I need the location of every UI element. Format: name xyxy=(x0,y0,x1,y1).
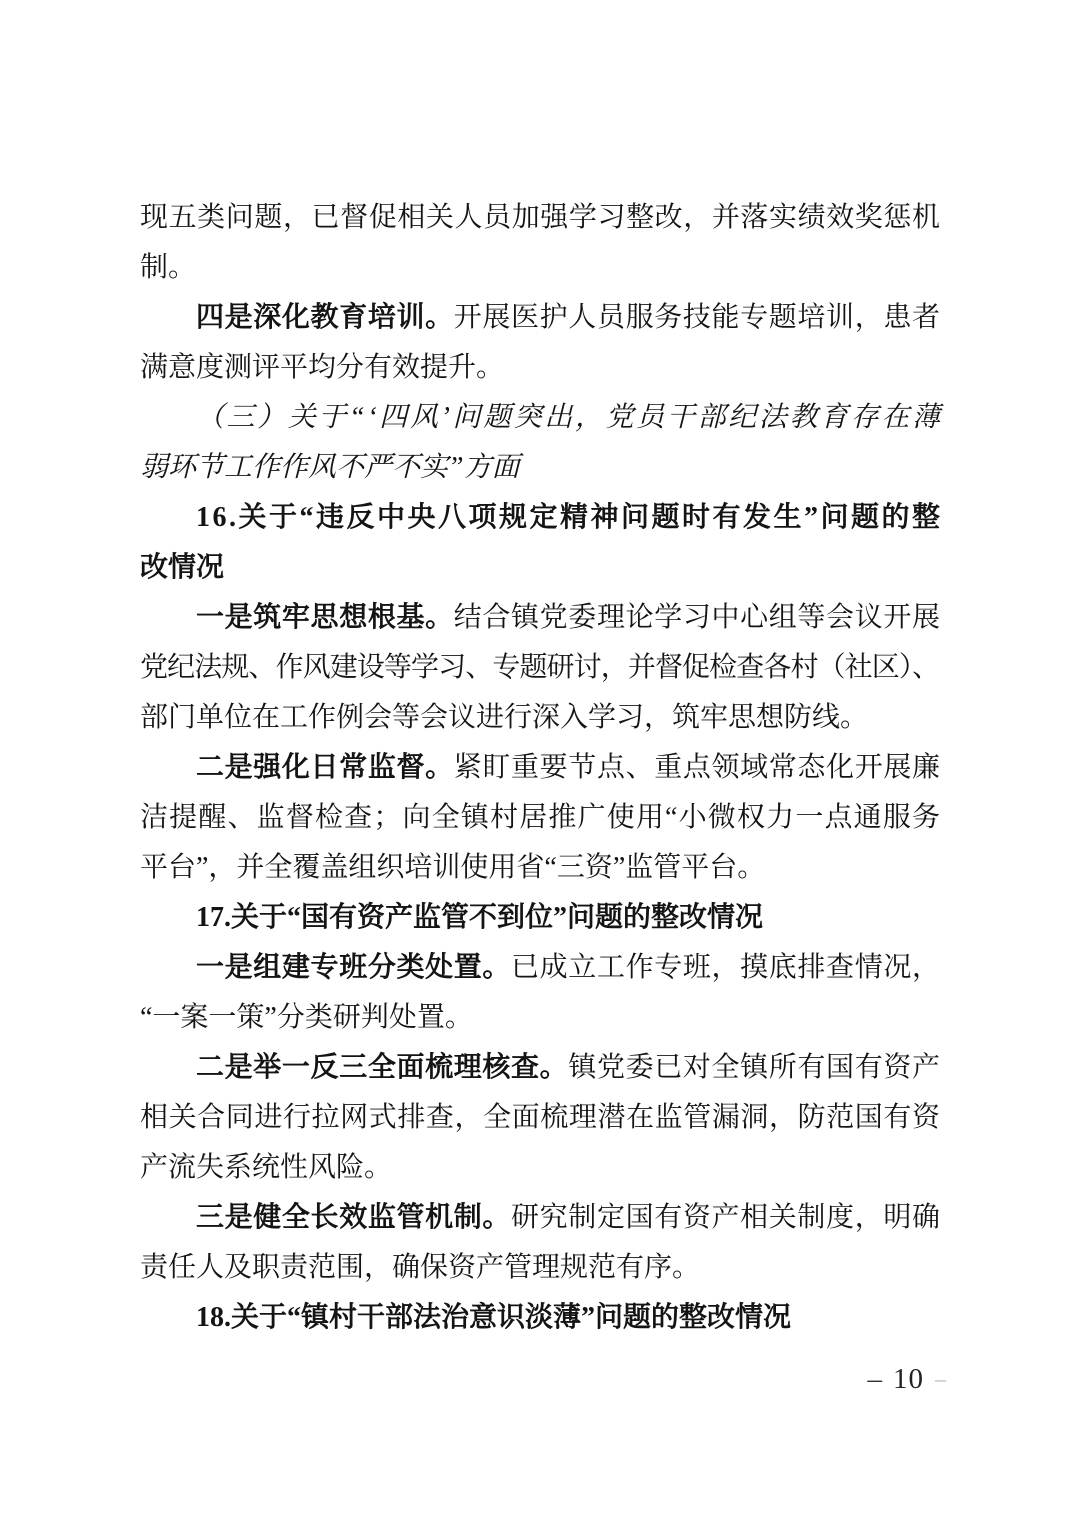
text-run: 弱环节工作作风不严不实”方面 xyxy=(140,452,520,483)
line-text xyxy=(140,202,941,233)
text-run: 一是组建专班分类处置。 xyxy=(196,952,512,983)
line-text xyxy=(140,702,868,733)
line-text xyxy=(140,652,939,683)
line-text xyxy=(140,852,765,883)
text-run: 研究制定国有资产相关制度，明确 xyxy=(511,1202,941,1233)
text-run: 部门单位在工作例会等会议进行深入学习，筑牢思想防线。 xyxy=(140,702,869,733)
text-run: 洁提醒、监督检查；向全镇村居推广使用“小微权力一点通服务 xyxy=(140,802,942,833)
document-line xyxy=(140,193,940,243)
line-text xyxy=(140,1252,700,1283)
document-line xyxy=(140,1143,940,1193)
document-body xyxy=(140,193,943,1343)
document-line xyxy=(140,693,940,743)
text-run: 四是深化教育培训。 xyxy=(196,302,454,333)
page-number-value: 10 xyxy=(893,1363,924,1395)
text-run: 一是筑牢思想根基。 xyxy=(196,602,454,633)
text-run: 紧盯重要节点、重点领域常态化开展廉 xyxy=(453,752,941,783)
document-line xyxy=(140,943,940,993)
text-run: 18.关于“镇村干部法治意识淡薄”问题的整改情况 xyxy=(196,1302,792,1333)
text-run: 17.关于“国有资产监管不到位”问题的整改情况 xyxy=(196,902,764,933)
document-line xyxy=(140,243,940,293)
text-run: 16.关于“违反中央八项规定精神问题时有发生”问题的整 xyxy=(196,502,943,533)
text-run: 已成立工作专班，摸底排查情况， xyxy=(511,952,941,983)
text-run: 现五类问题，已督促相关人员加强学习整改，并落实绩效奖惩机 xyxy=(140,202,941,233)
line-text xyxy=(196,502,943,533)
line-text xyxy=(140,1002,473,1033)
text-run: 平台”，并全覆盖组织培训使用省“三资”监管平台。 xyxy=(140,852,766,883)
text-run: 二是强化日常监督。 xyxy=(196,752,454,783)
line-text xyxy=(140,1152,392,1183)
line-text xyxy=(140,352,504,383)
line-text xyxy=(196,1202,941,1233)
document-line xyxy=(140,1243,940,1293)
line-text xyxy=(196,1052,941,1083)
text-run: 产流失系统性风险。 xyxy=(140,1152,393,1183)
text-run: （三）关于“‘四风’问题突出，党员干部纪法教育存在薄 xyxy=(196,402,943,433)
text-run: 镇党委已对全镇所有国有资产 xyxy=(568,1052,941,1083)
text-run: 相关合同进行拉网式排查，全面梳理潜在监管漏洞，防范国有资 xyxy=(140,1102,941,1133)
line-text xyxy=(140,252,196,283)
text-run: “一案一策”分类研判处置。 xyxy=(140,1002,473,1033)
line-text xyxy=(196,1302,791,1333)
document-line xyxy=(140,593,940,643)
text-run: 改情况 xyxy=(140,552,225,583)
line-text xyxy=(140,452,520,483)
document-line xyxy=(140,343,940,393)
document-line xyxy=(140,993,940,1043)
document-line xyxy=(140,393,943,443)
document-line xyxy=(140,443,940,493)
text-run: 结合镇党委理论学习中心组等会议开展 xyxy=(453,602,941,633)
line-text xyxy=(196,952,941,983)
line-text xyxy=(196,402,943,433)
document-line xyxy=(140,893,940,943)
text-run: 制。 xyxy=(140,252,197,283)
text-run: 开展医护人员服务技能专题培训，患者 xyxy=(453,302,941,333)
document-line xyxy=(140,1093,940,1143)
line-text xyxy=(196,752,941,783)
text-run: 三是健全长效监管机制。 xyxy=(196,1202,512,1233)
document-line xyxy=(140,843,940,893)
document-line xyxy=(140,543,940,593)
document-line xyxy=(140,793,940,843)
line-text xyxy=(140,1102,941,1133)
document-line xyxy=(140,1293,940,1343)
document-line xyxy=(140,743,940,793)
text-run: 责任人及职责范围，确保资产管理规范有序。 xyxy=(140,1252,701,1283)
document-line xyxy=(140,1043,940,1093)
document-line xyxy=(140,1193,940,1243)
text-run: 党纪法规、作风建设等学习、专题研讨，并督促检查各村（社区）、 xyxy=(140,652,940,683)
page-number-dash-right: – xyxy=(935,1366,946,1391)
line-text xyxy=(196,302,941,333)
line-text xyxy=(196,602,941,633)
page-number xyxy=(868,1362,947,1396)
text-run: 满意度测评平均分有效提升。 xyxy=(140,352,505,383)
page-number-dash-left: – xyxy=(867,1363,882,1395)
line-text xyxy=(140,552,224,583)
document-line xyxy=(140,293,940,343)
line-text xyxy=(140,802,941,833)
document-line xyxy=(140,493,943,543)
text-run: 二是举一反三全面梳理核查。 xyxy=(196,1052,569,1083)
line-text xyxy=(196,902,763,933)
document-line xyxy=(140,643,940,693)
